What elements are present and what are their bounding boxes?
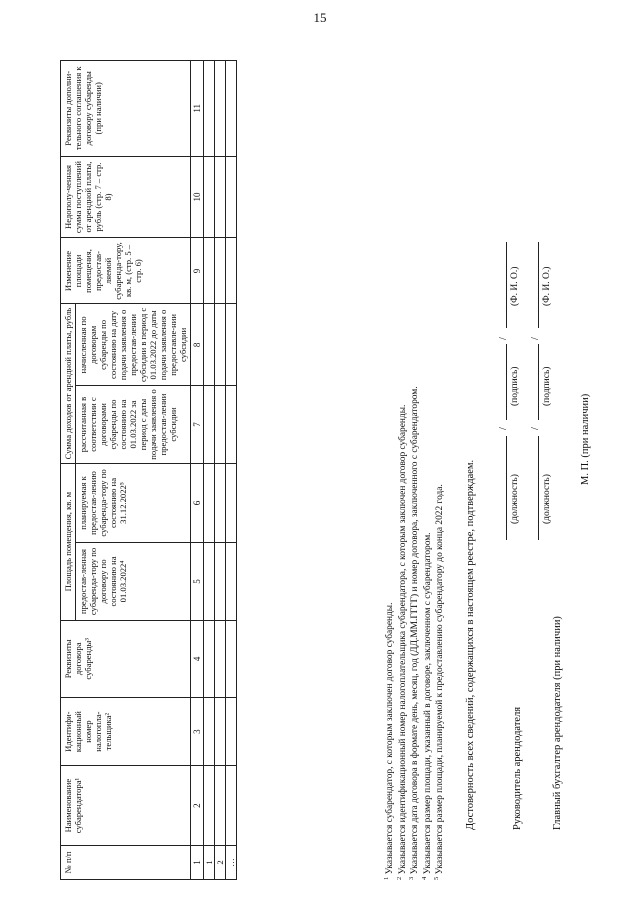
separator: /	[498, 337, 509, 340]
table-cell	[226, 386, 237, 463]
footnote-text: Указывается размер площади, планируемой к предоставлению субарендатору до конца 2022 года.	[435, 484, 446, 875]
caption-signature: (подпись)	[510, 366, 520, 406]
accountant-label: Главный бухгалтер арендодателя (при наличии)	[552, 616, 563, 830]
footnote	[397, 50, 410, 880]
confirmation-statement: Достоверность всех сведений, содержащихся в настоящем реестре, подтверждаем.	[465, 459, 476, 830]
row-number: 1	[204, 845, 215, 879]
footnote	[422, 50, 435, 880]
header-area-planned: планируемая к предостав-лению субаренда-тору по состоянию на 31.12.2022⁵	[76, 463, 191, 543]
separator: /	[530, 427, 541, 430]
header-shortfall: Недополу-ченная сумма поступлений от арендной платы, рубль (стр. 7 – стр. 8)	[61, 156, 191, 238]
table-cell	[215, 766, 226, 846]
table-cell	[226, 304, 237, 386]
table-cell	[226, 61, 237, 157]
signature-line	[506, 344, 507, 420]
caption-position: (должность)	[510, 474, 520, 524]
table-cell	[226, 766, 237, 846]
column-number: 6	[191, 463, 204, 543]
separator: /	[530, 337, 541, 340]
column-number: 5	[191, 543, 204, 620]
footnote-text: Указывается размер площади, указанный в договоре, заключенном с субарендатором.	[422, 532, 433, 875]
footnote-mark: 1	[382, 876, 390, 880]
column-number: 1	[191, 845, 204, 879]
column-number: 2	[191, 766, 204, 846]
separator: /	[498, 427, 509, 430]
header-inn: Идентифи-кационный номер налогопла-тельщика²	[61, 698, 191, 766]
header-income-group: Сумма доходов от арендной платы, рубль	[61, 304, 76, 463]
signature-line	[538, 344, 539, 420]
header-subtenant-name: Наименование субарендатора¹	[61, 766, 191, 846]
caption-name: (Ф. И. О.)	[542, 266, 552, 306]
column-number: 4	[191, 620, 204, 697]
header-income-accrued: начисленная по договорам субаренды по состоянию на дату подачи заявления о предостав-лении субсидии в период с 01.03.2022 до даты подачи заявления о предоставле-нии субсидии	[76, 304, 191, 386]
header-additional-agreement: Реквизиты дополни-тельного соглашения к договору субаренды (при наличии)	[61, 61, 191, 157]
footnote-mark: 2	[395, 876, 403, 880]
column-number: 9	[191, 238, 204, 304]
head-label: Руководитель арендодателя	[512, 706, 523, 830]
column-number: 10	[191, 156, 204, 238]
rotated-page-content	[60, 40, 620, 880]
row-number: 2	[215, 845, 226, 879]
header-area-group: Площадь помещения, кв. м	[61, 463, 76, 620]
footnote-text: Указывается дата договора в формате день, месяц, год (ДД.ММ.ГГГГ) и номер договора, заключенного с субарендатором.	[410, 386, 421, 875]
table-cell	[226, 156, 237, 238]
caption-signature: (подпись)	[542, 366, 552, 406]
column-number: 11	[191, 61, 204, 157]
column-number: 7	[191, 386, 204, 463]
table-cell	[204, 238, 215, 304]
footnote-mark: 4	[420, 876, 428, 880]
header-area-change: Изменение площади помещения, предостав-ляемой субаренда-тору, кв. м, (стр. 5 – стр. 6)	[61, 238, 191, 304]
table-row	[215, 61, 226, 880]
footnote-text: Указывается субарендатор, с которым заключен договор субаренды.	[385, 602, 395, 875]
header-contract-details: Реквизиты договора субаренды³	[61, 620, 191, 697]
table-cell	[215, 620, 226, 697]
table-cell	[204, 156, 215, 238]
table-cell	[204, 698, 215, 766]
header-area-provided: предостав-ленная субаренда-тору по договору по состоянию на 01.03.2022⁴	[76, 543, 191, 620]
table-cell	[215, 238, 226, 304]
footnote	[434, 50, 447, 880]
table-cell	[215, 698, 226, 766]
name-line	[538, 242, 539, 328]
table-cell	[204, 766, 215, 846]
table-cell	[215, 543, 226, 620]
table-cell	[226, 238, 237, 304]
column-number: 8	[191, 304, 204, 386]
caption-position: (должность)	[542, 474, 552, 524]
position-line	[538, 436, 539, 540]
table-cell	[204, 543, 215, 620]
table-row	[204, 61, 215, 880]
table-cell	[204, 620, 215, 697]
table-cell	[215, 156, 226, 238]
header-income-calculated: рассчитанная в соответствии с договорами субаренды по состоянию на 01.03.2022 за период с даты подачи заявления о предостав-лении субсидии	[76, 386, 191, 463]
footnote-text: Указывается идентификационный номер налогоплательщика субарендатора, с которым заключен договор субаренды.	[397, 404, 408, 875]
table-cell	[226, 698, 237, 766]
footnote-mark: 3	[408, 876, 416, 880]
row-number: …	[226, 845, 237, 879]
caption-name: (Ф. И. О.)	[510, 266, 520, 306]
table-cell	[226, 620, 237, 697]
footnotes	[384, 50, 447, 880]
header-no: № п/п	[61, 845, 191, 879]
stamp-place: М. П. (при наличии)	[580, 393, 591, 485]
table-cell	[204, 463, 215, 543]
column-number: 3	[191, 698, 204, 766]
table-cell	[215, 386, 226, 463]
position-line	[506, 436, 507, 540]
name-line	[506, 242, 507, 328]
footnote	[409, 50, 422, 880]
page-number: 15	[313, 10, 327, 25]
table-cell	[215, 61, 226, 157]
table-cell	[215, 304, 226, 386]
table-cell	[226, 463, 237, 543]
table-row	[226, 61, 237, 880]
table-cell	[204, 61, 215, 157]
column-numbers-row	[191, 61, 204, 880]
table-cell	[204, 304, 215, 386]
footnote-mark: 5	[433, 876, 441, 880]
table-cell	[226, 543, 237, 620]
sublease-register-table	[60, 60, 237, 880]
table-cell	[204, 386, 215, 463]
table-cell	[215, 463, 226, 543]
footnote	[384, 50, 397, 880]
